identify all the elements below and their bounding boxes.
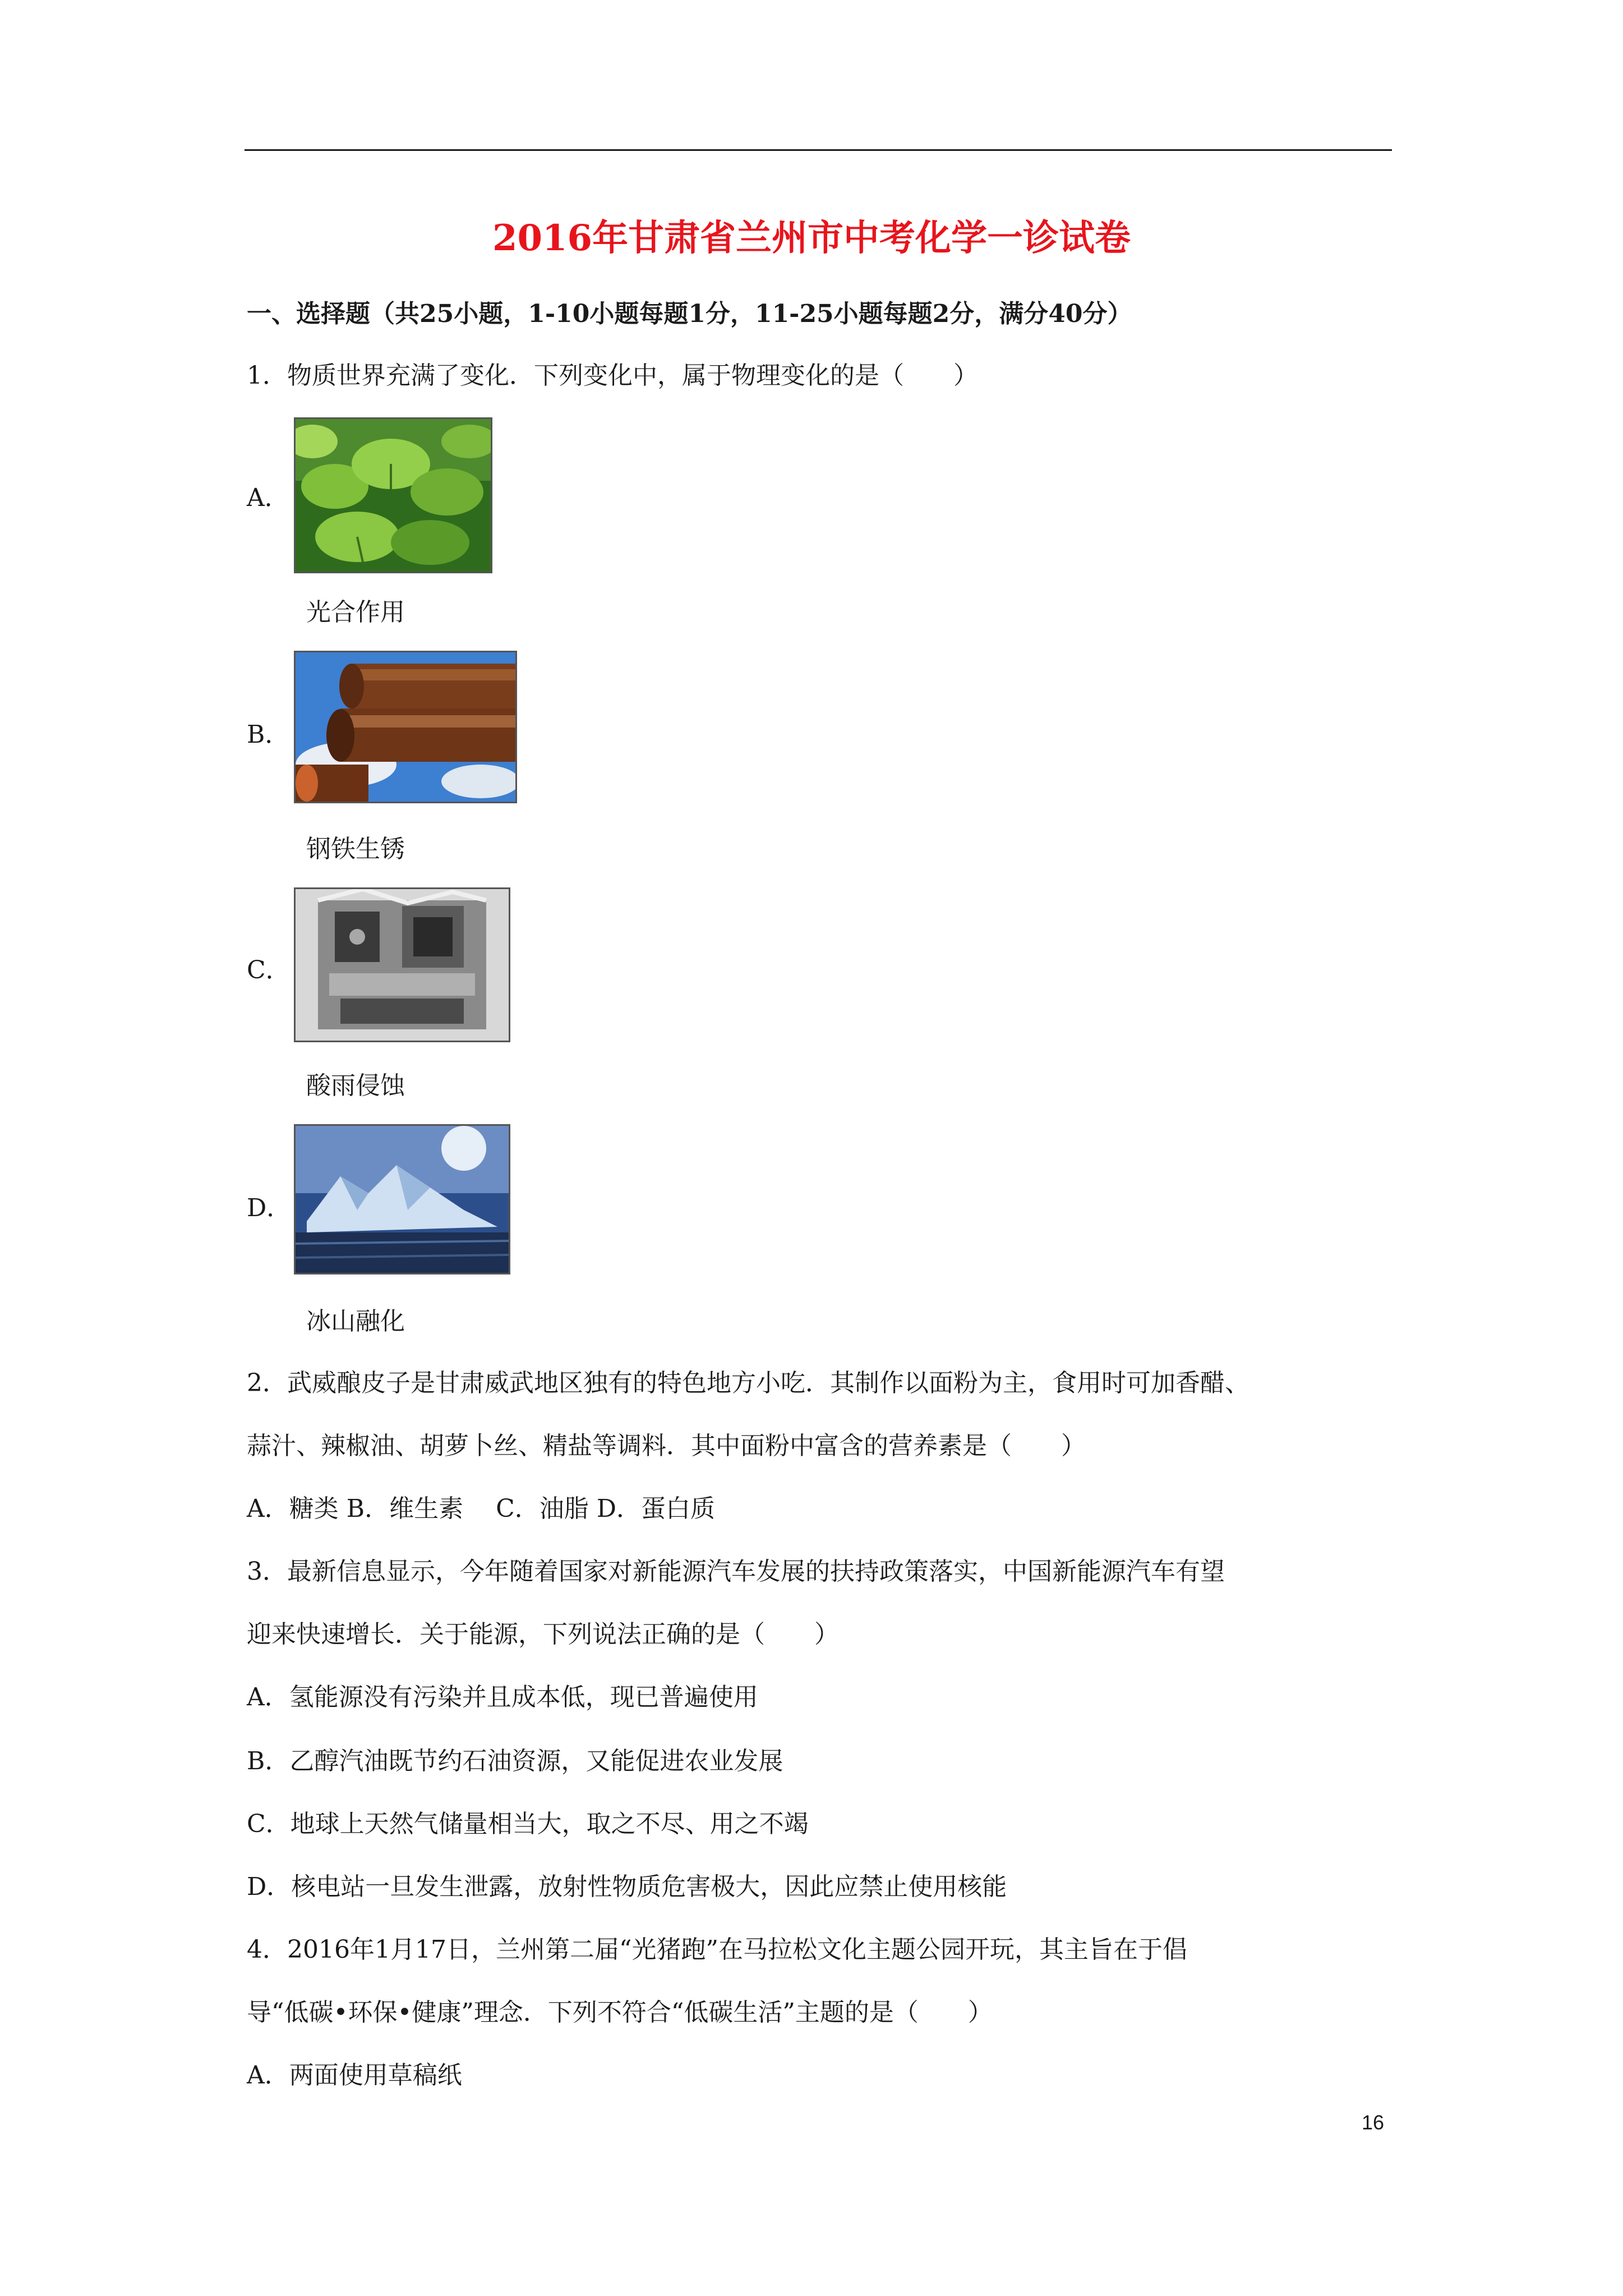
question-3-option-b: B．乙醇汽油既节约石油资源，又能促进农业发展: [247, 1747, 783, 1775]
question-3-line-2: 迎来快速增长．关于能源，下列说法正确的是（ ）: [247, 1620, 839, 1649]
exam-title: 2016年甘肃省兰州市中考化学一诊试卷: [492, 217, 1131, 259]
melting-iceberg-photo: [294, 1124, 510, 1274]
q1-option-c-caption: 酸雨侵蚀: [306, 1071, 405, 1100]
question-3-line-1: 3．最新信息显示，今年随着国家对新能源汽车发展的扶持政策落实，中国新能源汽车有望: [247, 1557, 1225, 1586]
question-2-options: A．糖类 B．维生素 C．油脂 D．蛋白质: [247, 1494, 716, 1523]
q1-option-a-caption: 光合作用: [306, 598, 405, 627]
green-leaves-photo: [294, 417, 492, 573]
eroded-stone-carving-photo: [294, 887, 510, 1042]
question-4-option-a: A．两面使用草稿纸: [247, 2061, 462, 2090]
header-rule: [245, 149, 1392, 151]
section-heading: 一、选择题（共25小题，1-10小题每题1分，11-25小题每题2分，满分40分）: [247, 300, 1132, 328]
q1-option-a-label: A．: [247, 484, 289, 512]
rusty-steel-pipes-photo: [294, 651, 517, 803]
q1-option-d-label: D．: [247, 1194, 292, 1222]
q1-option-b-label: B．: [247, 720, 290, 749]
q1-option-d-caption: 冰山融化: [306, 1307, 405, 1336]
page-number: 16: [1362, 2111, 1385, 2134]
q1-option-c-label: C．: [247, 956, 291, 984]
q1-option-b-caption: 钢铁生锈: [306, 835, 405, 863]
question-3-option-a: A．氢能源没有污染并且成本低，现已普遍使用: [247, 1683, 758, 1711]
question-4-line-1: 4．2016年1月17日，兰州第二届“光猪跑”在马拉松文化主题公园开玩，其主旨在于倡: [247, 1935, 1187, 1964]
question-3-option-d: D．核电站一旦发生泄露，放射性物质危害极大，因此应禁止使用核能: [247, 1872, 1007, 1901]
question-2-line-1: 2．武威酿皮子是甘肃威武地区独有的特色地方小吃．其制作以面粉为主，食用时可加香醋、: [247, 1369, 1249, 1397]
question-2-line-2: 蒜汁、辣椒油、胡萝卜丝、精盐等调料．其中面粉中富含的营养素是（ ）: [247, 1432, 1086, 1460]
question-4-line-2: 导“低碳•环保•健康”理念．下列不符合“低碳生活”主题的是（ ）: [247, 1998, 993, 2027]
question-3-option-c: C．地球上天然气储量相当大，取之不尽、用之不竭: [247, 1810, 809, 1838]
question-1-stem: 1．物质世界充满了变化．下列变化中，属于物理变化的是（ ）: [247, 361, 978, 390]
